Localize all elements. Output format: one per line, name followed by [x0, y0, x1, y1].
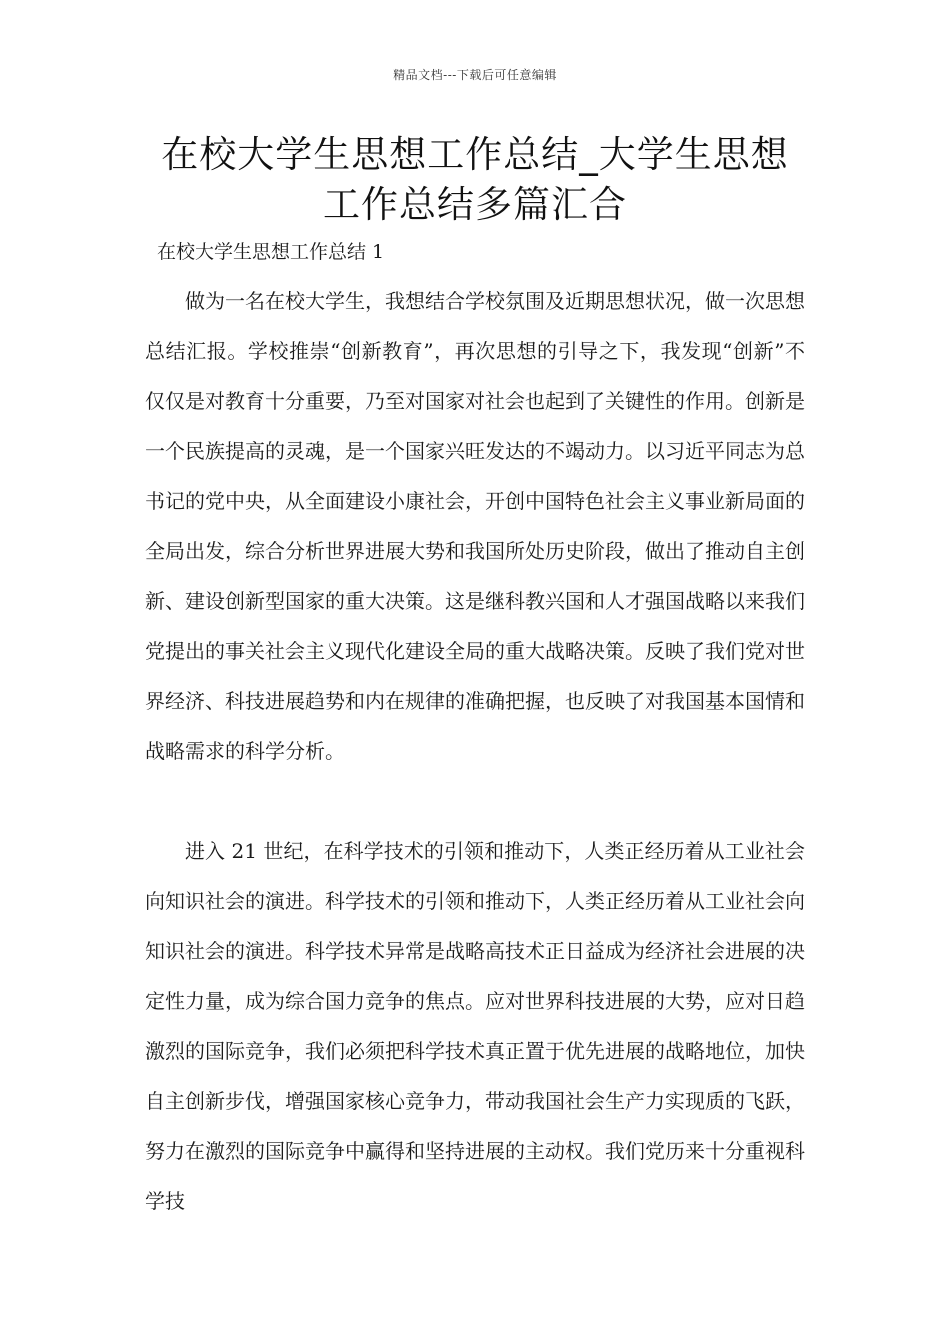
- document-title: [145, 130, 805, 230]
- body-paragraph: 进入 21 世纪，在科学技术的引领和推动下，人类正经历着从工业社会向知识社会的演进。科学技术的引领和推动下，人类正经历着从工业社会向知识社会的演进。科学技术异常是战略高技术正日益成为经济社会进展的决定性力量，成为综合国力竞争的焦点。应对世界科技进展的大势，应对日趋激烈的国际竞争，我们必须把科学技术真正置于优先进展的战略地位，加快自主创新步伐，增强国家核心竞争力，带动我国社会生产力实现质的飞跃，努力在激烈的国际竞争中赢得和坚持进展的主动权。我们党历来十分重视科学技: [145, 839, 805, 1213]
- header-note: 精品文档---下载后可任意编辑: [393, 68, 557, 82]
- body-paragraph: 做为一名在校大学生，我想结合学校氛围及近期思想状况，做一次思想总结汇报。学校推崇“创新教育”，再次思想的引导之下，我发现“创新”不仅仅是对教育十分重要，乃至对国家对社会也起到了关键性的作用。创新是一个民族提高的灵魂，是一个国家兴旺发达的不竭动力。以习近平同志为总书记的党中央，从全面建设小康社会，开创中国特色社会主义事业新局面的全局出发，综合分析世界进展大势和我国所处历史阶段，做出了推动自主创新、建设创新型国家的重大决策。这是继科教兴国和人才强国战略以来我们党提出的事关社会主义现代化建设全局的重大战略决策。反映了我们党对世界经济、科技进展趋势和内在规律的准确把握，也反映了对我国基本国情和战略需求的科学分析。: [145, 289, 805, 763]
- body-paragraph-2-container: [145, 826, 805, 1226]
- document-title-line-1: 在校大学生思想工作总结_大学生思想: [161, 133, 789, 176]
- section-heading: 在校大学生思想工作总结 1: [157, 241, 385, 263]
- body-paragraph-1-container: [145, 276, 805, 776]
- document-title-line-2: 工作总结多篇汇合: [323, 183, 627, 226]
